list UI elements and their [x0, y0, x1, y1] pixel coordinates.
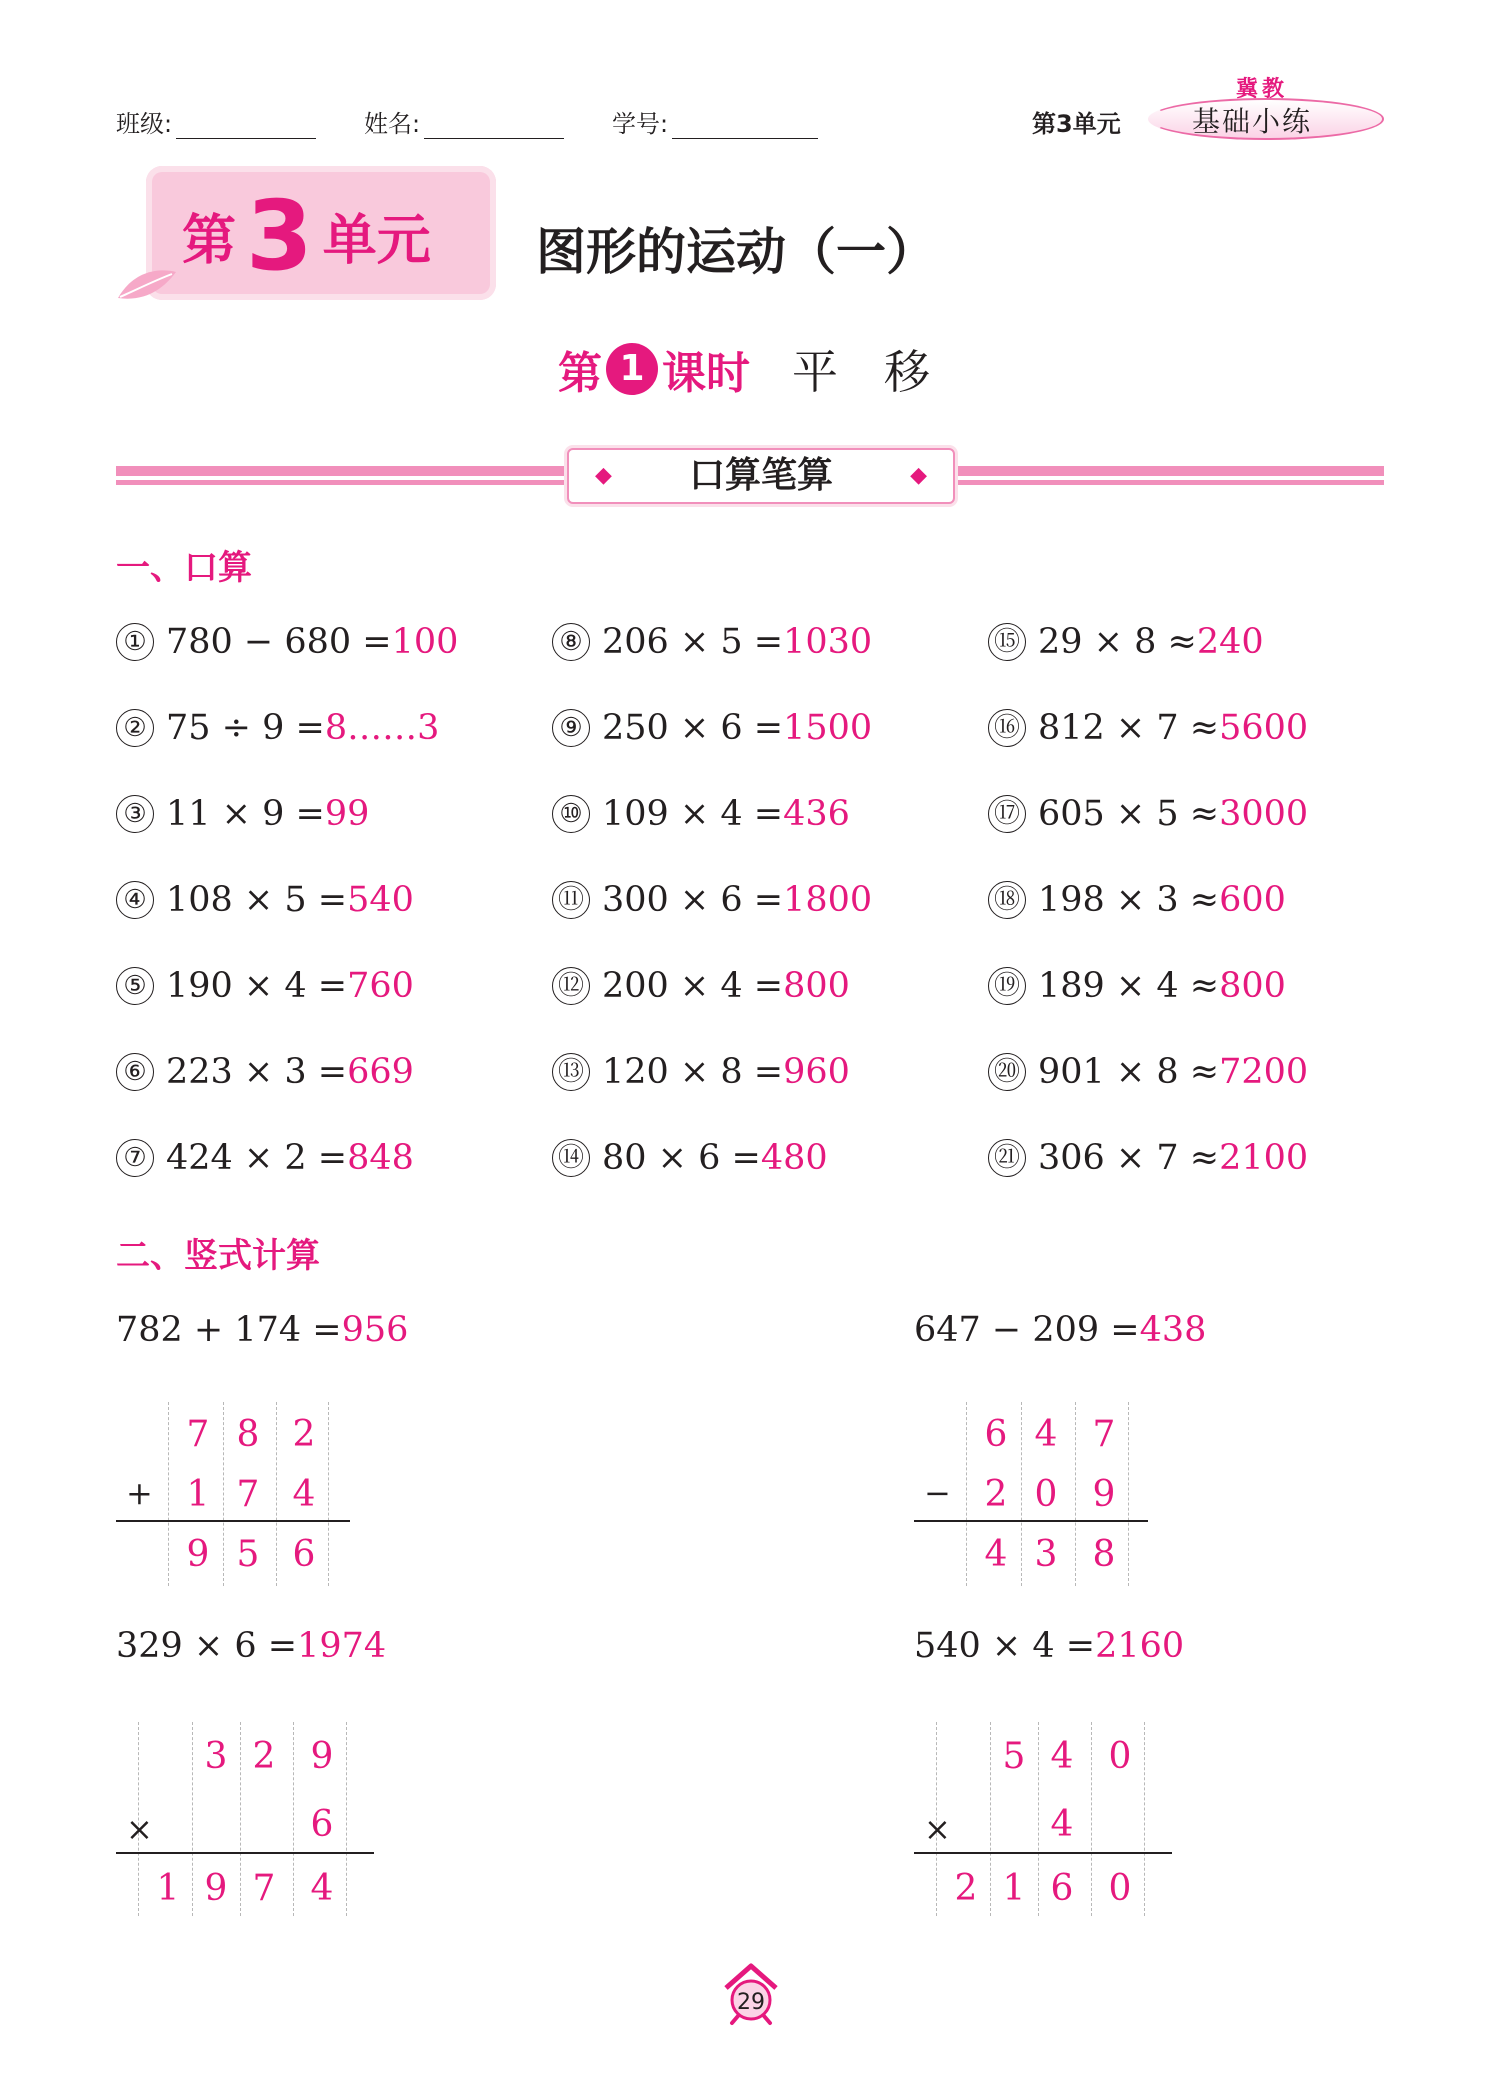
sum-rule [914, 1520, 1148, 1522]
digit-cell: 6 [984, 1414, 1008, 1455]
item-number: ⑫ [552, 967, 590, 1005]
item-number: ⑱ [988, 881, 1026, 919]
column-divider [1075, 1402, 1076, 1586]
sum-rule [914, 1852, 1172, 1854]
written-answer: 2160 [1095, 1626, 1185, 1666]
digit-cell: 1 [156, 1868, 180, 1909]
item-number: ⑩ [552, 795, 590, 833]
chapter-title: 图形的运动（一） [536, 223, 936, 281]
sum-rule [116, 1852, 374, 1854]
section-written-title: 二、竖式计算 [116, 1236, 320, 1276]
unit-suffix: 单元 [322, 208, 431, 272]
item-answer: 669 [347, 1052, 414, 1092]
leaf-icon [116, 266, 178, 306]
lesson-prefix: 第 [558, 348, 602, 399]
lesson-topic: 平移 [792, 345, 976, 399]
item-number: ⑥ [116, 1053, 154, 1091]
class-field[interactable] [116, 104, 316, 139]
column-divider [1091, 1722, 1092, 1916]
item-expression: 223 × 3 = [166, 1052, 348, 1092]
item-number: ⑯ [988, 709, 1026, 747]
oral-item [552, 622, 872, 662]
operator-sign: × [924, 1810, 951, 1848]
item-answer: 1800 [783, 880, 873, 920]
oral-item [116, 794, 369, 834]
digit-cell: 7 [186, 1414, 210, 1455]
item-answer: 800 [783, 966, 850, 1006]
student-id-field[interactable] [612, 104, 818, 139]
digit-cell: 0 [1108, 1736, 1132, 1777]
item-expression: 80 × 6 = [602, 1138, 761, 1178]
column-divider [192, 1722, 193, 1916]
item-number: ㉑ [988, 1139, 1026, 1177]
item-number: ⑤ [116, 967, 154, 1005]
column-divider [276, 1402, 277, 1586]
item-number: ⑪ [552, 881, 590, 919]
written-answer: 956 [341, 1310, 409, 1350]
written-expr: 647 − 209 = [914, 1310, 1140, 1350]
column-divider [328, 1402, 329, 1586]
class-label: 班级: [116, 110, 173, 138]
digit-cell: 9 [186, 1534, 210, 1575]
item-answer: 480 [760, 1138, 828, 1178]
student-id-blank[interactable] [672, 113, 818, 139]
oral-item [116, 880, 414, 920]
digit-cell: 4 [1050, 1736, 1074, 1777]
column-divider [223, 1402, 224, 1586]
oral-item [988, 1138, 1308, 1178]
item-answer: 3000 [1219, 794, 1309, 834]
item-answer: 8……3 [324, 708, 440, 748]
item-number: ② [116, 709, 154, 747]
written-answer: 1974 [297, 1626, 387, 1666]
digit-cell: 2 [292, 1414, 316, 1455]
column-divider [990, 1722, 991, 1916]
name-blank[interactable] [424, 113, 564, 139]
digit-cell: 9 [1092, 1474, 1116, 1515]
operator-sign: + [126, 1474, 153, 1512]
digit-cell: 4 [310, 1868, 334, 1909]
item-expression: 198 × 3 ≈ [1038, 880, 1220, 920]
oral-item [116, 1052, 414, 1092]
brand-title: 基础小练 [1192, 105, 1313, 138]
item-expression: 11 × 9 = [166, 794, 325, 834]
oral-item [988, 794, 1308, 834]
item-number: ① [116, 623, 154, 661]
section-oral-title: 一、口算 [116, 548, 252, 588]
column-divider [240, 1722, 241, 1916]
item-number: ⑮ [988, 623, 1026, 661]
oral-item [988, 1052, 1308, 1092]
item-answer: 436 [783, 794, 850, 834]
page-number: 29 [737, 1990, 765, 2015]
written-equation-2 [914, 1310, 1206, 1350]
item-answer: 1030 [783, 622, 873, 662]
item-expression: 75 ÷ 9 = [166, 708, 325, 748]
digit-cell: 6 [1050, 1868, 1074, 1909]
oral-item [988, 708, 1308, 748]
digit-cell: 2 [984, 1474, 1008, 1515]
oral-item [552, 1052, 850, 1092]
written-equation-1 [116, 1310, 408, 1350]
digit-cell: 0 [1034, 1474, 1058, 1515]
item-number: ③ [116, 795, 154, 833]
item-expression: 605 × 5 ≈ [1038, 794, 1220, 834]
item-expression: 812 × 7 ≈ [1038, 708, 1220, 748]
written-expr: 782 + 174 = [116, 1310, 342, 1350]
item-answer: 800 [1219, 966, 1286, 1006]
digit-cell: 8 [1092, 1534, 1116, 1575]
item-number: ⑬ [552, 1053, 590, 1091]
item-answer: 760 [347, 966, 414, 1006]
item-answer: 240 [1196, 622, 1264, 662]
lesson-number-badge: 1 [606, 343, 658, 395]
written-answer: 438 [1139, 1310, 1207, 1350]
digit-cell: 2 [954, 1868, 978, 1909]
item-number: ⑧ [552, 623, 590, 661]
column-divider [168, 1402, 169, 1586]
column-divider [293, 1722, 294, 1916]
item-answer: 848 [347, 1138, 414, 1178]
sum-rule [116, 1520, 350, 1522]
written-equation-4 [914, 1626, 1184, 1666]
digit-cell: 4 [292, 1474, 316, 1515]
unit-prefix: 第 [182, 208, 236, 272]
student-id-label: 学号: [612, 110, 669, 138]
unit-badge [146, 166, 496, 300]
column-divider [1128, 1402, 1129, 1586]
item-number: ⑦ [116, 1139, 154, 1177]
oral-item [116, 966, 414, 1006]
brand-publisher: 冀教 [1236, 77, 1289, 102]
item-expression: 206 × 5 = [602, 622, 784, 662]
column-divider [966, 1402, 967, 1586]
item-answer: 960 [783, 1052, 850, 1092]
item-answer: 5600 [1219, 708, 1309, 748]
item-expression: 29 × 8 ≈ [1038, 622, 1197, 662]
item-expression: 189 × 4 ≈ [1038, 966, 1220, 1006]
digit-cell: 1 [1002, 1868, 1026, 1909]
item-answer: 100 [391, 622, 459, 662]
oral-item [552, 880, 872, 920]
item-answer: 1500 [783, 708, 873, 748]
digit-cell: 8 [236, 1414, 260, 1455]
digit-cell: 4 [984, 1534, 1008, 1575]
item-number: ⑳ [988, 1053, 1026, 1091]
name-field[interactable] [364, 104, 564, 139]
diamond-right-icon: ◆ [910, 463, 927, 488]
digit-cell: 0 [1108, 1868, 1132, 1909]
item-expression: 424 × 2 = [166, 1138, 348, 1178]
digit-cell: 9 [310, 1736, 334, 1777]
oral-item [552, 1138, 828, 1178]
item-expression: 120 × 8 = [602, 1052, 784, 1092]
item-expression: 200 × 4 = [602, 966, 784, 1006]
item-expression: 901 × 8 ≈ [1038, 1052, 1220, 1092]
item-expression: 109 × 4 = [602, 794, 784, 834]
lesson-suffix: 课时 [662, 348, 750, 399]
item-expression: 300 × 6 = [602, 880, 784, 920]
item-number: ⑭ [552, 1139, 590, 1177]
item-answer: 99 [324, 794, 370, 834]
item-number: ⑰ [988, 795, 1026, 833]
operator-sign: − [924, 1474, 951, 1512]
digit-cell: 4 [1034, 1414, 1058, 1455]
item-answer: 7200 [1219, 1052, 1309, 1092]
digit-cell: 5 [1002, 1736, 1026, 1777]
unit-tag: 第3单元 [1032, 110, 1121, 138]
item-expression: 108 × 5 = [166, 880, 348, 920]
unit-number: 3 [246, 180, 313, 292]
oral-item [116, 622, 458, 662]
section-banner [567, 448, 955, 504]
digit-cell: 6 [310, 1804, 334, 1845]
oral-item [116, 708, 439, 748]
item-expression: 250 × 6 = [602, 708, 784, 748]
column-divider [1021, 1402, 1022, 1586]
digit-cell: 7 [1092, 1414, 1116, 1455]
item-expression: 780 − 680 = [166, 622, 392, 662]
oral-item [552, 708, 872, 748]
item-number: ⑨ [552, 709, 590, 747]
digit-cell: 2 [252, 1736, 276, 1777]
digit-cell: 3 [204, 1736, 228, 1777]
operator-sign: × [126, 1810, 153, 1848]
oral-item [552, 966, 850, 1006]
column-divider [346, 1722, 347, 1916]
page-number-badge [718, 1960, 784, 2026]
digit-cell: 9 [204, 1868, 228, 1909]
column-divider [1144, 1722, 1145, 1916]
oral-item [988, 622, 1264, 662]
item-number: ⑲ [988, 967, 1026, 1005]
digit-cell: 3 [1034, 1534, 1058, 1575]
item-answer: 600 [1219, 880, 1286, 920]
name-label: 姓名: [364, 110, 421, 138]
column-divider [1038, 1722, 1039, 1916]
digit-cell: 1 [186, 1474, 210, 1515]
item-answer: 540 [347, 880, 414, 920]
written-equation-3 [116, 1626, 386, 1666]
written-expr: 329 × 6 = [116, 1626, 298, 1666]
written-expr: 540 × 4 = [914, 1626, 1096, 1666]
digit-cell: 7 [252, 1868, 276, 1909]
oral-item [988, 880, 1286, 920]
diamond-left-icon: ◆ [595, 463, 612, 488]
banner-label: 口算笔算 [688, 455, 833, 496]
oral-item [552, 794, 850, 834]
digit-cell: 4 [1050, 1804, 1074, 1845]
digit-cell: 5 [236, 1534, 260, 1575]
item-expression: 306 × 7 ≈ [1038, 1138, 1220, 1178]
digit-cell: 6 [292, 1534, 316, 1575]
item-expression: 190 × 4 = [166, 966, 348, 1006]
lesson-heading [558, 336, 976, 402]
oral-item [116, 1138, 414, 1178]
item-number: ④ [116, 881, 154, 919]
class-blank[interactable] [176, 113, 316, 139]
oral-item [988, 966, 1286, 1006]
item-answer: 2100 [1219, 1138, 1309, 1178]
digit-cell: 7 [236, 1474, 260, 1515]
